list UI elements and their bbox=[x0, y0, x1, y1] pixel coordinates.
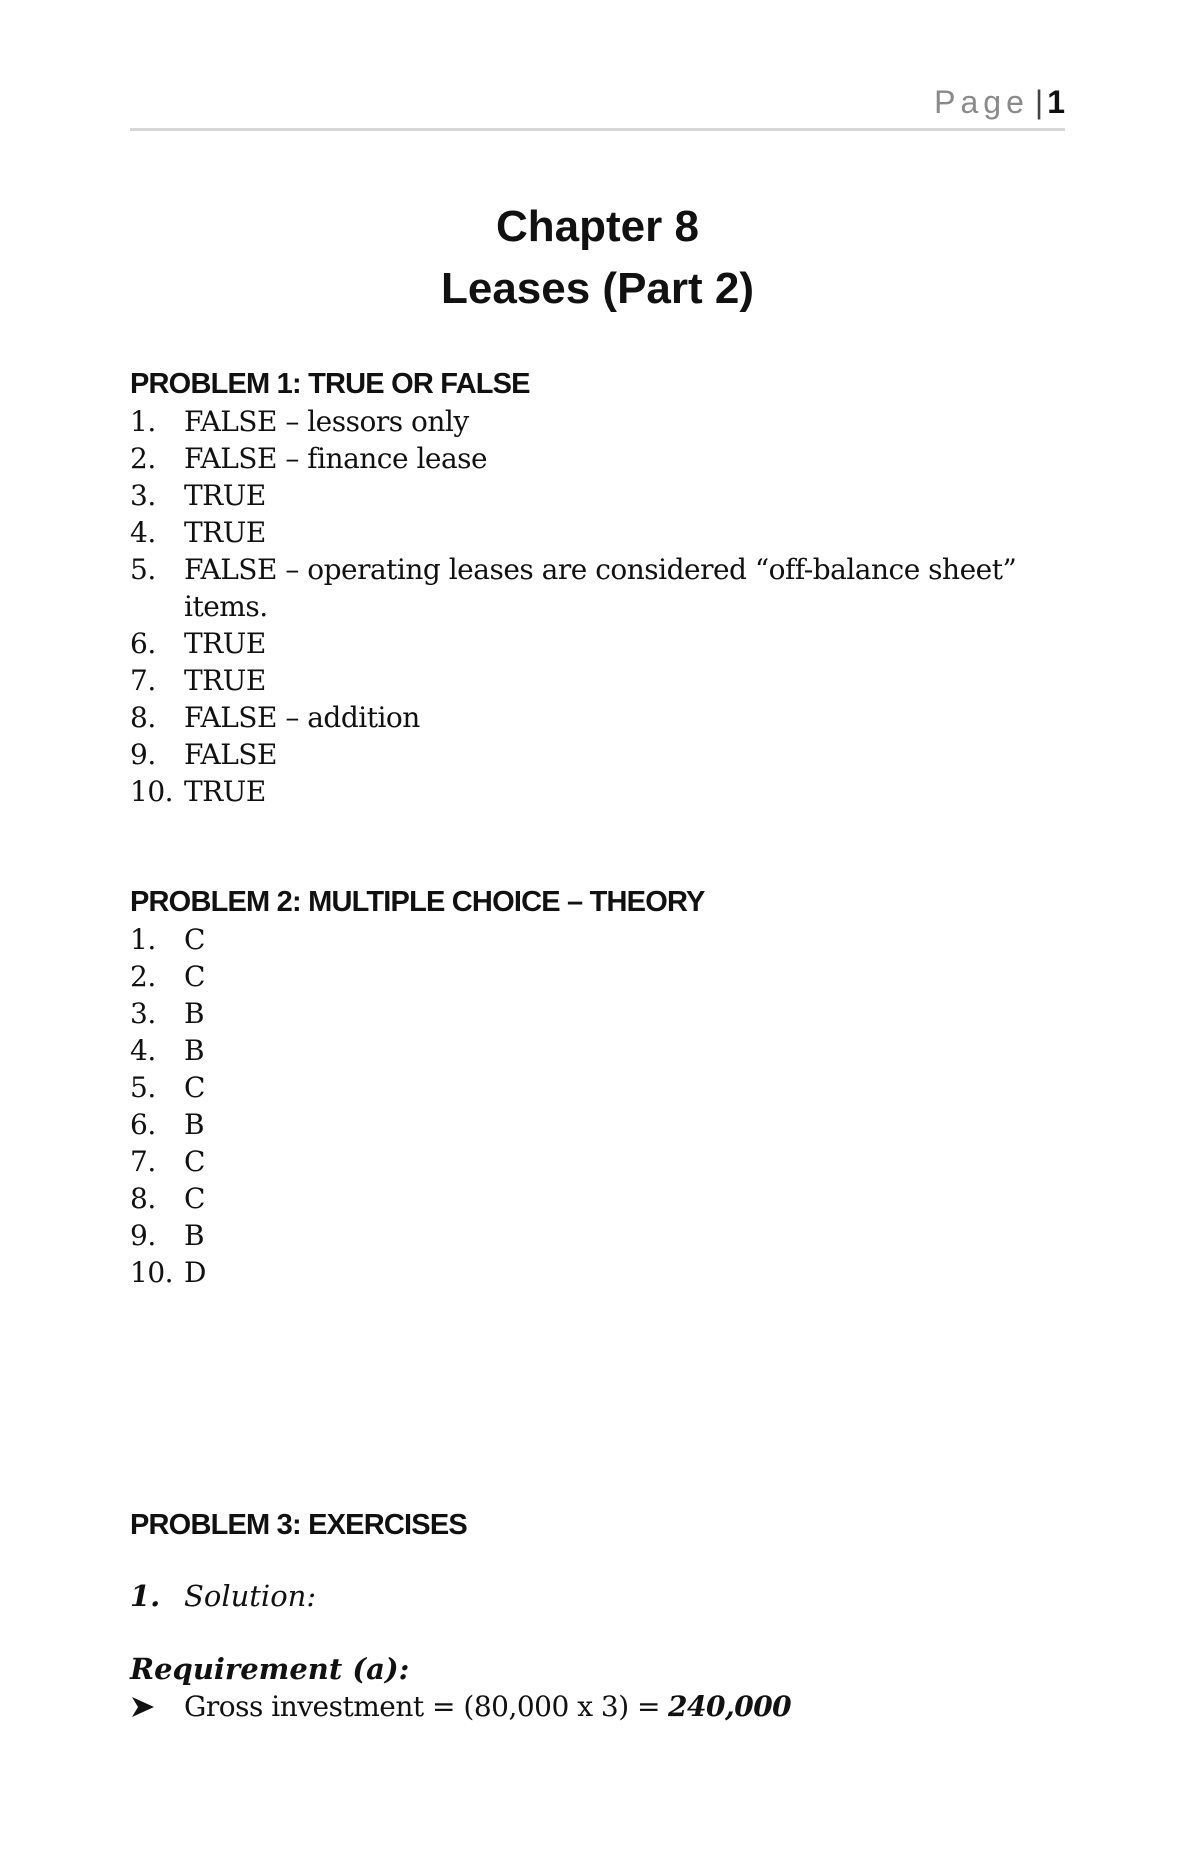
problem-1-answer-list bbox=[130, 403, 1065, 810]
list-item bbox=[130, 625, 1065, 662]
item-number: 1. bbox=[130, 923, 156, 956]
page-number-label bbox=[934, 84, 1065, 121]
list-item bbox=[130, 1032, 1065, 1069]
solution-label: Solution: bbox=[184, 1579, 317, 1613]
item-answer: C bbox=[184, 1182, 205, 1215]
item-answer: FALSE bbox=[184, 738, 277, 771]
item-answer: C bbox=[184, 1145, 205, 1178]
item-answer: C bbox=[184, 960, 205, 993]
item-answer: TRUE bbox=[184, 479, 266, 512]
item-answer: C bbox=[184, 923, 205, 956]
list-item bbox=[130, 958, 1065, 995]
item-answer: TRUE bbox=[184, 516, 266, 549]
item-number: 3. bbox=[130, 479, 156, 512]
item-number: 1. bbox=[130, 405, 156, 438]
item-answer: TRUE bbox=[184, 664, 266, 697]
computation-line bbox=[130, 1688, 791, 1725]
page-label: Page bbox=[934, 84, 1029, 120]
list-item bbox=[130, 403, 1065, 440]
computation-result: 240,000 bbox=[668, 1690, 792, 1723]
item-answer: FALSE – lessors only bbox=[184, 405, 469, 438]
item-answer: FALSE – addition bbox=[184, 701, 420, 734]
item-answer: B bbox=[184, 1219, 205, 1252]
solution-line bbox=[130, 1578, 316, 1615]
list-item bbox=[130, 1180, 1065, 1217]
problem-1-section bbox=[130, 366, 1065, 810]
list-item bbox=[130, 1254, 1065, 1291]
item-answer: B bbox=[184, 1108, 205, 1141]
item-answer: TRUE bbox=[184, 627, 266, 660]
problem-2-heading: PROBLEM 2: MULTIPLE CHOICE – THEORY bbox=[130, 886, 705, 918]
arrow-bullet-icon bbox=[130, 1688, 184, 1725]
item-number: 4. bbox=[130, 1034, 156, 1067]
solution-number: 1. bbox=[130, 1579, 161, 1613]
list-item bbox=[130, 477, 1065, 514]
item-answer: C bbox=[184, 1071, 205, 1104]
problem-3-heading: PROBLEM 3: EXERCISES bbox=[130, 1509, 467, 1541]
item-number: 2. bbox=[130, 960, 156, 993]
list-item bbox=[130, 699, 1065, 736]
list-item bbox=[130, 551, 1065, 625]
item-number: 5. bbox=[130, 1071, 156, 1104]
item-number: 6. bbox=[130, 627, 156, 660]
document-page bbox=[130, 0, 1065, 1855]
list-item bbox=[130, 921, 1065, 958]
item-number: 8. bbox=[130, 1182, 156, 1215]
page-header bbox=[130, 84, 1065, 131]
item-number: 7. bbox=[130, 1145, 156, 1178]
computation-text: Gross investment = (80,000 x 3) = bbox=[184, 1690, 661, 1723]
item-number: 4. bbox=[130, 516, 156, 549]
item-number: 10. bbox=[130, 775, 174, 808]
list-item bbox=[130, 514, 1065, 551]
requirement-heading: Requirement (a): bbox=[130, 1652, 410, 1686]
problem-3-section bbox=[130, 1507, 1065, 1544]
item-answer: D bbox=[184, 1256, 206, 1289]
problem-2-section bbox=[130, 884, 1065, 1291]
chapter-title-line-2: Leases (Part 2) bbox=[440, 264, 755, 313]
problem-1-heading: PROBLEM 1: TRUE OR FALSE bbox=[130, 368, 530, 400]
item-number: 7. bbox=[130, 664, 156, 697]
page-separator: | bbox=[1034, 84, 1044, 120]
list-item bbox=[130, 736, 1065, 773]
problem-2-answer-list bbox=[130, 921, 1065, 1291]
item-answer: B bbox=[184, 997, 205, 1030]
item-number: 2. bbox=[130, 442, 156, 475]
list-item bbox=[130, 773, 1065, 810]
chapter-title bbox=[130, 196, 1065, 320]
item-answer: FALSE – finance lease bbox=[184, 442, 488, 475]
item-number: 8. bbox=[130, 701, 156, 734]
chapter-title-line-1: Chapter 8 bbox=[496, 202, 699, 251]
list-item bbox=[130, 662, 1065, 699]
arrow-bullet-icon-shape bbox=[130, 1694, 156, 1720]
page-number: 1 bbox=[1047, 84, 1065, 120]
list-item bbox=[130, 1143, 1065, 1180]
item-number: 6. bbox=[130, 1108, 156, 1141]
item-number: 9. bbox=[130, 738, 156, 771]
list-item bbox=[130, 440, 1065, 477]
item-answer: FALSE – operating leases are considered “off-balance sheet” items. bbox=[184, 553, 1017, 623]
list-item bbox=[130, 1069, 1065, 1106]
list-item bbox=[130, 1217, 1065, 1254]
item-number: 10. bbox=[130, 1256, 174, 1289]
list-item bbox=[130, 1106, 1065, 1143]
item-number: 9. bbox=[130, 1219, 156, 1252]
list-item bbox=[130, 995, 1065, 1032]
item-answer: B bbox=[184, 1034, 205, 1067]
item-number: 3. bbox=[130, 997, 156, 1030]
item-answer: TRUE bbox=[184, 775, 266, 808]
item-number: 5. bbox=[130, 553, 156, 586]
